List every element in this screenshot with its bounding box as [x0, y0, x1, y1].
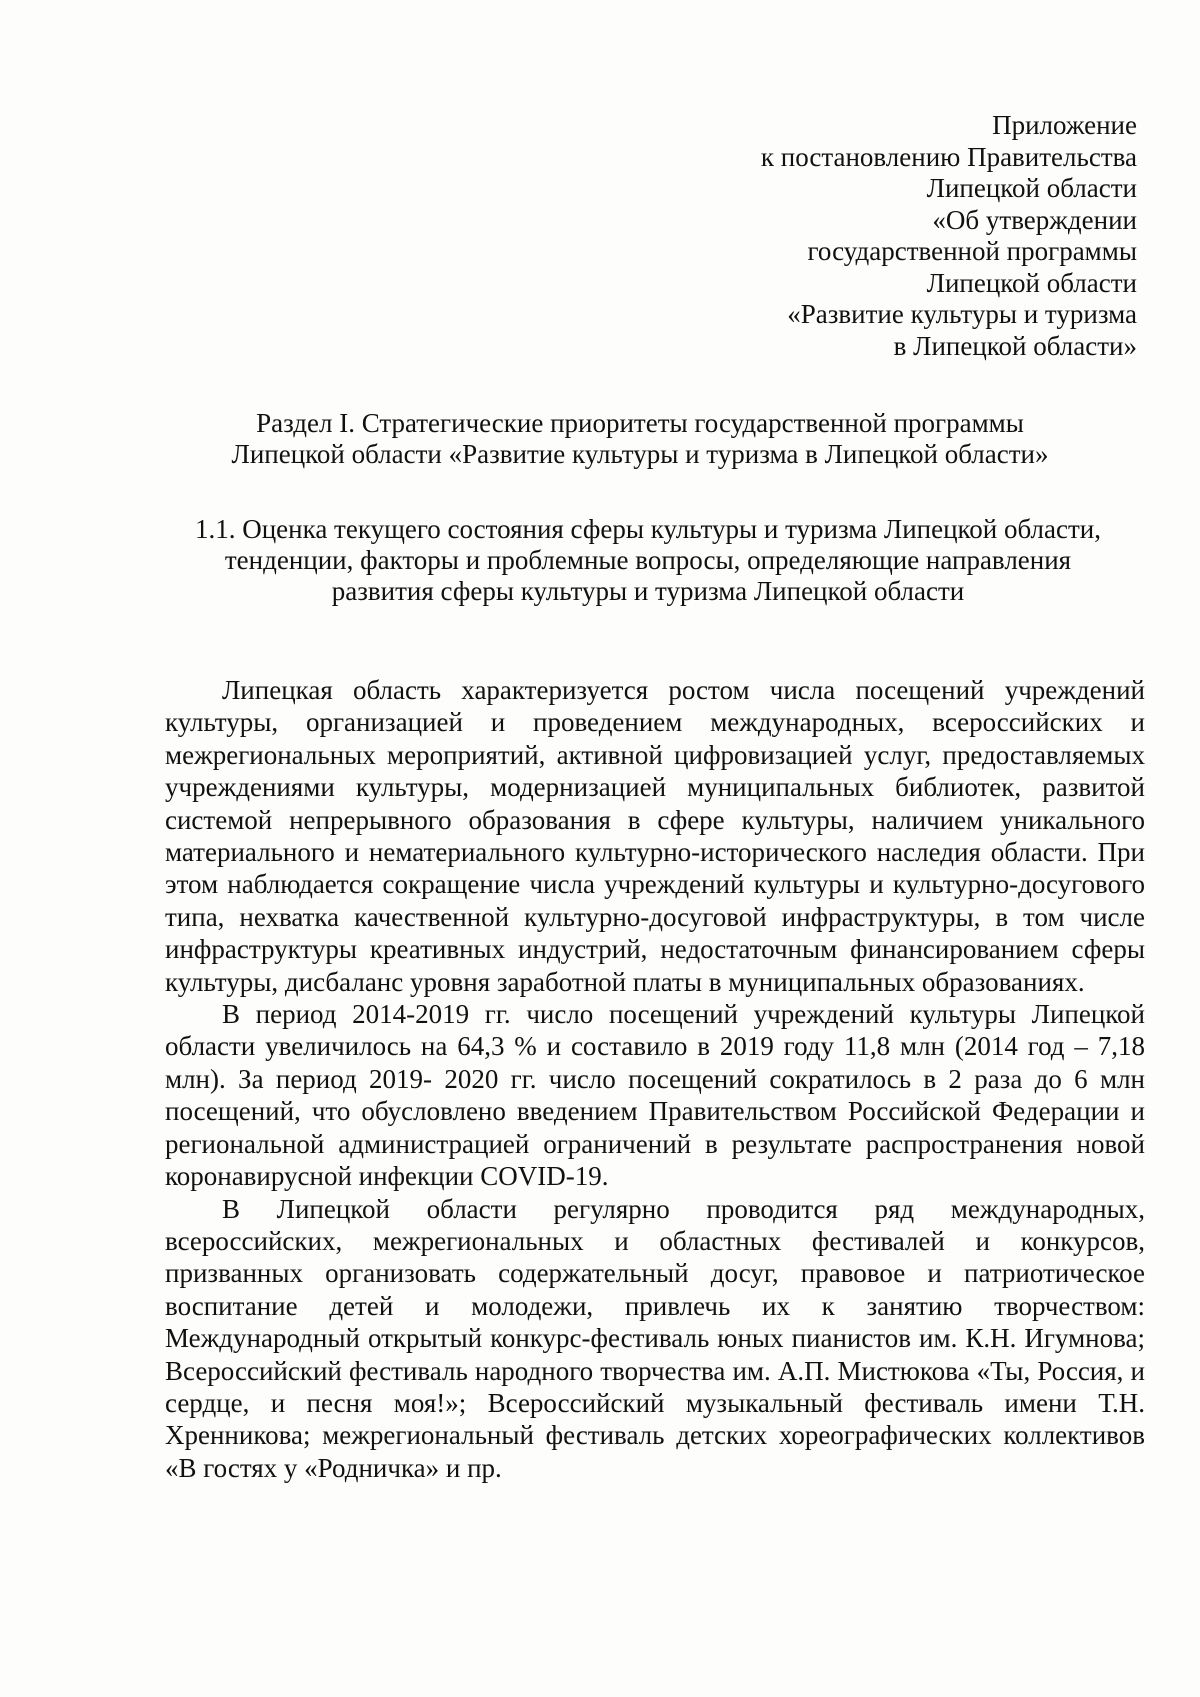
body-paragraph: Липецкая область характеризуется ростом числа посещений учреждений культуры, организацией и проведением международных, всероссийских и межрегиональных мероприятий, активной цифровизацией услуг, предоставляемых учреждениями культуры, модернизацией муниципальных библиотек, развитой системой непрерывного образования в сфере культуры, наличием уникального материального и нематериального культурно-исторического наследия области. При этом наблюдается сокращение числа учреждений культуры и культурно-досугового типа, нехватка качественной культурно-досуговой инфраструктуры, в том числе инфраструктуры креативных индустрий, недостаточным финансированием сферы культуры, дисбаланс уровня заработной платы в муниципальных образованиях.	[165, 675, 1145, 997]
appendix-line: к постановлению Правительства	[760, 141, 1137, 172]
body-text	[165, 674, 1145, 1484]
appendix-line: в Липецкой области»	[893, 330, 1137, 361]
subsection-title-line: тенденции, факторы и проблемные вопросы, определяющие направления	[224, 545, 1072, 575]
appendix-line: Липецкой области	[926, 173, 1137, 203]
appendix-line: «Развитие культуры и туризма	[787, 299, 1137, 329]
section-title	[160, 408, 1120, 470]
section-title-line: Раздел I. Стратегические приоритеты государственной программы	[256, 408, 1024, 438]
subsection-title-line: развития сферы культуры и туризма Липецкой области	[331, 576, 965, 606]
appendix-line: государственной программы	[807, 236, 1137, 266]
appendix-header	[497, 110, 1137, 362]
appendix-line: «Об утверждении	[932, 204, 1137, 235]
subsection-title-line: 1.1. Оценка текущего состояния сферы культуры и туризма Липецкой области,	[194, 514, 1101, 544]
body-paragraph: В период 2014-2019 гг. число посещений учреждений культуры Липецкой области увеличилось на 64,3 % и составило в 2019 году 11,8 млн (2014 год – 7,18 млн). За период 2019- 2020 гг. число посещений сократилось в 2 раза до 6 млн посещений, что обусловлено введением Правительством Российской Федерации и региональной администрацией ограничений в результате распространения новой коронавирусной инфекции COVID-19.	[165, 999, 1145, 1192]
appendix-line: Липецкой области	[926, 267, 1137, 298]
body-paragraph: В Липецкой области регулярно проводится ряд международных, всероссийских, межрегиональных и областных фестивалей и конкурсов, призванных организовать содержательный досуг, правовое и патриотическое воспитание детей и молодежи, привлечь их к занятию творчеством: Международный открытый конкурс-фестиваль юных пианистов им. К.Н. Игумнова; Всероссийский фестиваль народного творчества им. А.П. Мистюкова «Ты, Россия, и сердце, и песня моя!»; Всероссийский музыкальный фестиваль имени Т.Н. Хренникова; межрегиональный фестиваль детских хореографических коллективов «В гостях у «Родничка» и пр.	[165, 1193, 1145, 1483]
subsection-title	[160, 514, 1136, 607]
appendix-line: Приложение	[992, 110, 1137, 140]
section-title-line: Липецкой области «Развитие культуры и туризма в Липецкой области»	[231, 439, 1049, 469]
